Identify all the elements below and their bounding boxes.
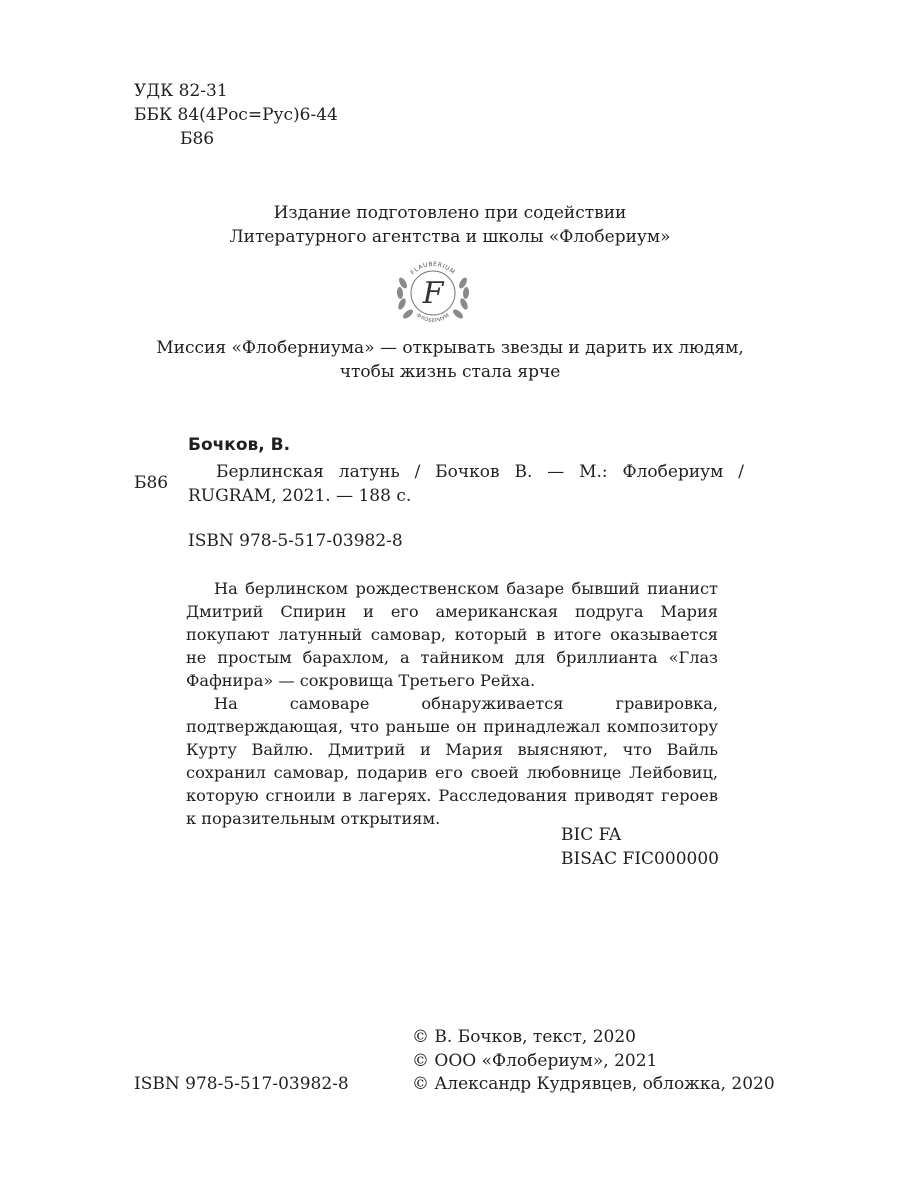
- isbn-main: ISBN 978-5-517-03982-8: [188, 531, 403, 551]
- publisher-note-line2: Литературного агентства и школы «Флобериум»: [229, 227, 671, 247]
- flauberium-logo: [390, 253, 476, 333]
- isbn-footer: ISBN 978-5-517-03982-8: [134, 1074, 349, 1094]
- description-line2: RUGRAM, 2021. — 188 с.: [188, 486, 412, 506]
- bbk-code: ББК 84(4Рос=Рус)6-44: [134, 105, 338, 125]
- mission-line2: чтобы жизнь стала ярче: [339, 362, 561, 382]
- description-line1: Берлинская латунь / Бочков В. — М.: Флобериум /: [216, 462, 744, 482]
- annotation-paragraph-2: На самоваре обнаруживается гравировка, подтверждающая, что раньше он принадлежал композитору Курту Вайлю. Дмитрий и Мария выясняют, что Вайль сохранил самовар, подарив его своей любовнице Лейбовиц, которую сгноили в лагерях. Расследования приводят героев к поразительным открытиям.: [186, 694, 718, 828]
- svg-text:ФЛОБЕРИУМ: ФЛОБЕРИУМ: [415, 312, 451, 325]
- author-heading: Бочков, В.: [188, 435, 291, 455]
- copyright-publisher: © ООО «Флобериум», 2021: [412, 1051, 658, 1071]
- annotation-paragraph-1: На берлинском рождественском базаре бывший пианист Дмитрий Спирин и его американская подруга Мария покупают латунный самовар, который в итоге оказывается не простым барахлом, а тайником для бриллианта «Глаз Фафнира» — сокровища Третьего Рейха.: [186, 579, 718, 690]
- margin-code: Б86: [134, 473, 169, 493]
- author-sign-code: Б86: [180, 129, 215, 149]
- publisher-note-line1: Издание подготовлено при содействии: [273, 203, 627, 223]
- flauberium-laurel-icon: [390, 253, 476, 333]
- bic-code: BIC FA: [561, 825, 622, 845]
- svg-text:FLAUBERIUM: FLAUBERIUM: [409, 260, 457, 277]
- bisac-code: BISAC FIC000000: [561, 849, 719, 869]
- annotation: [186, 577, 718, 830]
- copyright-cover: © Александр Кудрявцев, обложка, 2020: [412, 1074, 775, 1094]
- mission-line1: Миссия «Флоберниума» — открывать звезды и дарить их людям,: [156, 338, 744, 358]
- udk-code: УДК 82-31: [134, 81, 228, 101]
- copyright-author: © В. Бочков, текст, 2020: [412, 1027, 636, 1047]
- bibliographic-description: [188, 460, 744, 508]
- svg-text:F: F: [422, 276, 444, 311]
